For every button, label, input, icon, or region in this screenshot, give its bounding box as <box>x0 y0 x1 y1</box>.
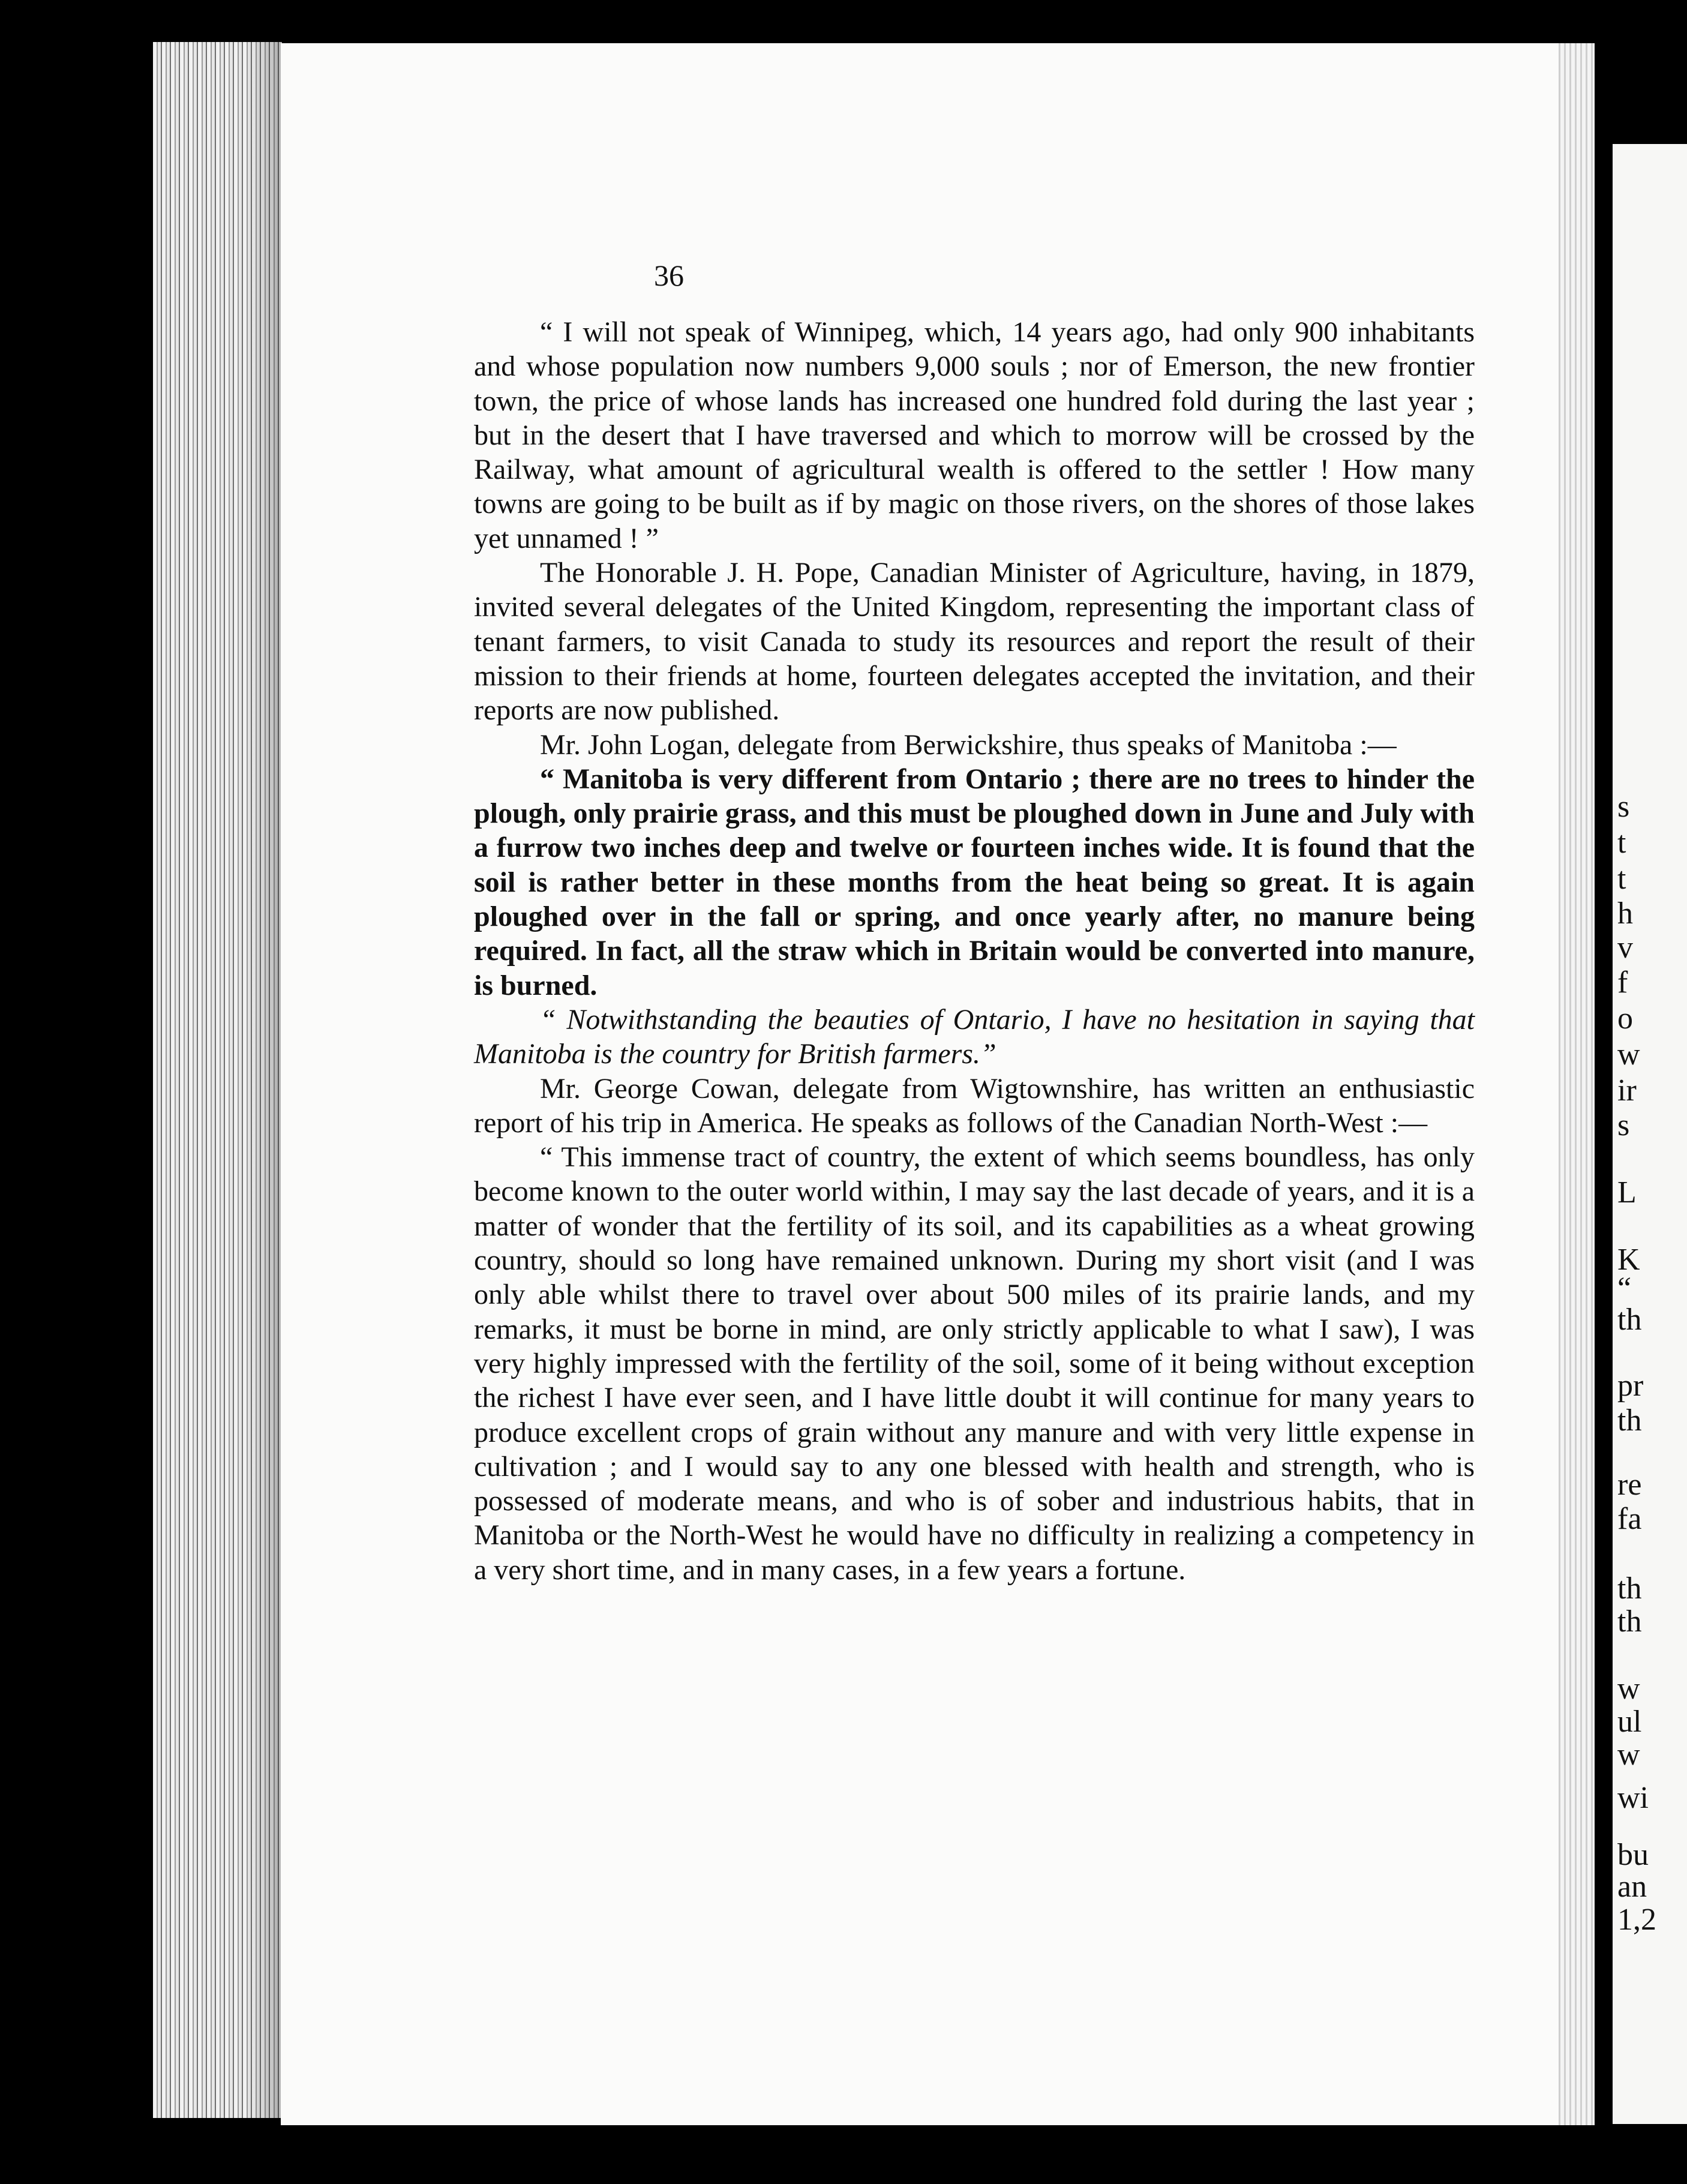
next-page-fragment: th <box>1617 1571 1642 1606</box>
next-page-fragment: o <box>1617 1001 1633 1036</box>
next-page-fragment: L <box>1617 1175 1637 1210</box>
page-number: 36 <box>654 259 684 292</box>
gutter-shadow <box>246 42 282 2118</box>
next-page-fragment: ir <box>1617 1073 1637 1108</box>
next-page-fragment: f <box>1617 965 1628 1000</box>
next-page-fragment: re <box>1617 1468 1642 1502</box>
next-page-fragment: w <box>1617 1037 1640 1072</box>
page-right-edge <box>1559 43 1595 2125</box>
next-page-sliver <box>1613 144 1687 2124</box>
next-page-fragment: t <box>1617 826 1626 860</box>
next-page-fragment: pr <box>1617 1369 1644 1403</box>
next-page-fragment: th <box>1617 1303 1642 1337</box>
body-text <box>474 315 1475 1587</box>
next-page-fragment: fa <box>1617 1502 1642 1536</box>
next-page-fragment: bu <box>1617 1838 1649 1872</box>
next-page-fragment: t <box>1617 862 1626 896</box>
next-page-fragment: s <box>1617 1108 1630 1142</box>
paragraph-logan-intro: Mr. John Logan, delegate from Berwickshire, thus speaks of Manitoba :— <box>540 728 1397 761</box>
paragraph-pope-delegates: The Honorable J. H. Pope, Canadian Minister of Agriculture, having, in 1879, invited several delegates of the United Kingdom, representing the important class of tenant farmers, to visit Canada to study its resources and report the result of their mission to their friends at home, fourteen delegates accepted the invitation, and their reports are now published. <box>474 557 1475 727</box>
next-page-fragment: an <box>1617 1870 1647 1904</box>
next-page-fragment: 1,2 <box>1617 1903 1656 1937</box>
next-page-fragment: wi <box>1617 1781 1649 1815</box>
paragraph-logan-italic-quote: “ Notwithstanding the beauties of Ontario, I have no hesitation in saying that Manitoba is the country for British farmers.” <box>474 1003 1475 1070</box>
next-page-fragment: th <box>1617 1604 1642 1639</box>
next-page-fragment: s <box>1617 790 1630 824</box>
next-page-fragment: K <box>1617 1243 1640 1277</box>
paragraph-winnipeg-quote: “ I will not speak of Winnipeg, which, 14 years ago, had only 900 inhabitants and whose population now numbers 9,000 souls ; nor of Emerson, the new frontier town, the price of whose lands has increased one hundred fold during the last year ; but in the desert that I have traversed and which to morrow will be crossed by the Railway, what amount of agricultural wealth is offered to the settler ! How many towns are going to be built as if by magic on those rivers, on the shores of those lakes yet unnamed ! ” <box>474 316 1475 554</box>
next-page-fragment: h <box>1617 896 1633 931</box>
next-page-fragment: ul <box>1617 1705 1642 1739</box>
paragraph-cowan-quote: “ This immense tract of country, the extent of which seems boundless, has only become known to the outer world within, I may say the last decade of years, and it is a matter of wonder that the fertility of its soil, and its capabilities as a wheat growing country, should so long have remained unknown. During my short visit (and I was only able whilst there to travel over about 500 miles of its prairie lands, and my remarks, it must be borne in mind, are only strictly applicable to what I saw), I was very highly impressed with the fertility of the soil, some of it being without exception the richest I have ever seen, and I have little doubt it will continue for many years to produce excellent crops of grain without any manure and with very little expense in cultivation ; and I would say to any one blessed with health and strength, who is possessed of moderate means, and who is of sober and industrious habits, that in Manitoba or the North-West he would have no difficulty in realizing a competency in a very short time, and in many cases, in a few years a fortune. <box>474 1141 1475 1586</box>
next-page-fragment: w <box>1617 1672 1640 1706</box>
paragraph-cowan-intro: Mr. George Cowan, delegate from Wigtownshire, has written an enthusiastic report of his trip in America. He speaks as follows of the Canadian North-West :— <box>474 1072 1475 1139</box>
next-page-fragment: th <box>1617 1403 1642 1438</box>
paragraph-logan-quote: “ Manitoba is very different from Ontario ; there are no trees to hinder the plough, only prairie grass, and this must be ploughed down in June and July with a furrow two inches deep and twelve or fourteen inches wide. It is found that the soil is rather better in these months from the heat being so great. It is again ploughed over in the fall or spring, and once yearly after, no manure being required. In fact, all the straw which in Britain would be converted into manure, is burned. <box>474 763 1475 1001</box>
next-page-fragment: “ <box>1617 1271 1632 1306</box>
next-page-fragment: v <box>1617 931 1633 965</box>
next-page-fragment: w <box>1617 1738 1640 1772</box>
